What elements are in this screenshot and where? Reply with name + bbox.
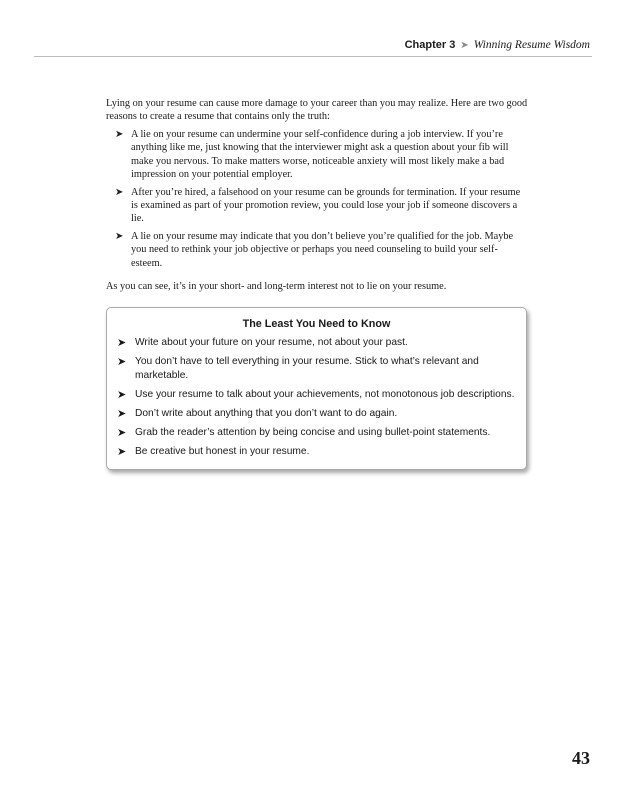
arrowhead-right-icon: ➤ — [115, 230, 124, 242]
summary-item-text: Use your resume to talk about your achievements, not monotonous job descriptions. — [135, 389, 515, 400]
chapter-title: Winning Resume Wisdom — [473, 39, 590, 51]
arrowhead-right-icon: ➤ — [117, 427, 127, 439]
list-item — [106, 230, 528, 270]
header-rule — [34, 56, 592, 57]
summary-box — [106, 307, 527, 470]
summary-list — [107, 336, 526, 459]
summary-item-text: Don’t write about anything that you don’t want to do again. — [135, 408, 398, 419]
page-number: 43 — [572, 748, 590, 768]
summary-box-title: The Least You Need to Know — [242, 318, 391, 330]
arrowhead-right-icon: ➤ — [460, 40, 469, 51]
arrowhead-right-icon: ➤ — [115, 129, 124, 140]
summary-item-text: Write about your future on your resume, not about your past. — [135, 337, 408, 348]
bullet-text: A lie on your resume can undermine your self-confidence during a job interview. If you’re anything like me, just knowing that the interviewer might ask a question about your fib will make you nervous. To make matters worse, noticeable anxiety will most likely make a bad impression on your potential employer. — [131, 129, 509, 181]
arrowhead-right-icon: ➤ — [117, 356, 127, 368]
summary-item-text: You don’t have to tell everything in your resume. Stick to what’s relevant and marketable. — [135, 356, 479, 381]
list-item — [107, 388, 526, 402]
intro-paragraph: Lying on your resume can cause more damage to your career than you may realize. Here are two good reasons to create a resume that contains only the truth: — [106, 98, 528, 123]
list-item — [107, 426, 526, 440]
list-item — [107, 336, 526, 350]
arrowhead-right-icon: ➤ — [117, 446, 127, 458]
list-item — [107, 355, 526, 383]
chapter-label: Chapter 3 — [404, 39, 456, 51]
list-item — [106, 186, 528, 226]
arrowhead-right-icon: ➤ — [115, 186, 124, 198]
bullet-text: After you’re hired, a falsehood on your resume can be grounds for termination. If your resume is examined as part of your promotion review, you could lose your job if someone discovers a lie. — [131, 186, 521, 225]
bullet-list — [106, 128, 528, 274]
arrowhead-right-icon: ➤ — [117, 389, 127, 401]
bullet-text: A lie on your resume may indicate that you don’t believe you’re qualified for the job. Maybe you need to rethink your job objective or perhaps you need counseling to build your self-esteem. — [131, 230, 514, 269]
arrowhead-right-icon: ➤ — [117, 337, 127, 349]
summary-item-text: Grab the reader’s attention by being concise and using bullet-point statements. — [135, 427, 491, 438]
list-item — [106, 128, 528, 182]
running-head — [405, 39, 590, 51]
list-item — [107, 407, 526, 421]
summary-item-text: Be creative but honest in your resume. — [135, 446, 310, 457]
conclusion-paragraph: As you can see, it’s in your short- and long-term interest not to lie on your resume. — [106, 281, 447, 292]
arrowhead-right-icon: ➤ — [117, 408, 127, 420]
list-item — [107, 445, 526, 459]
